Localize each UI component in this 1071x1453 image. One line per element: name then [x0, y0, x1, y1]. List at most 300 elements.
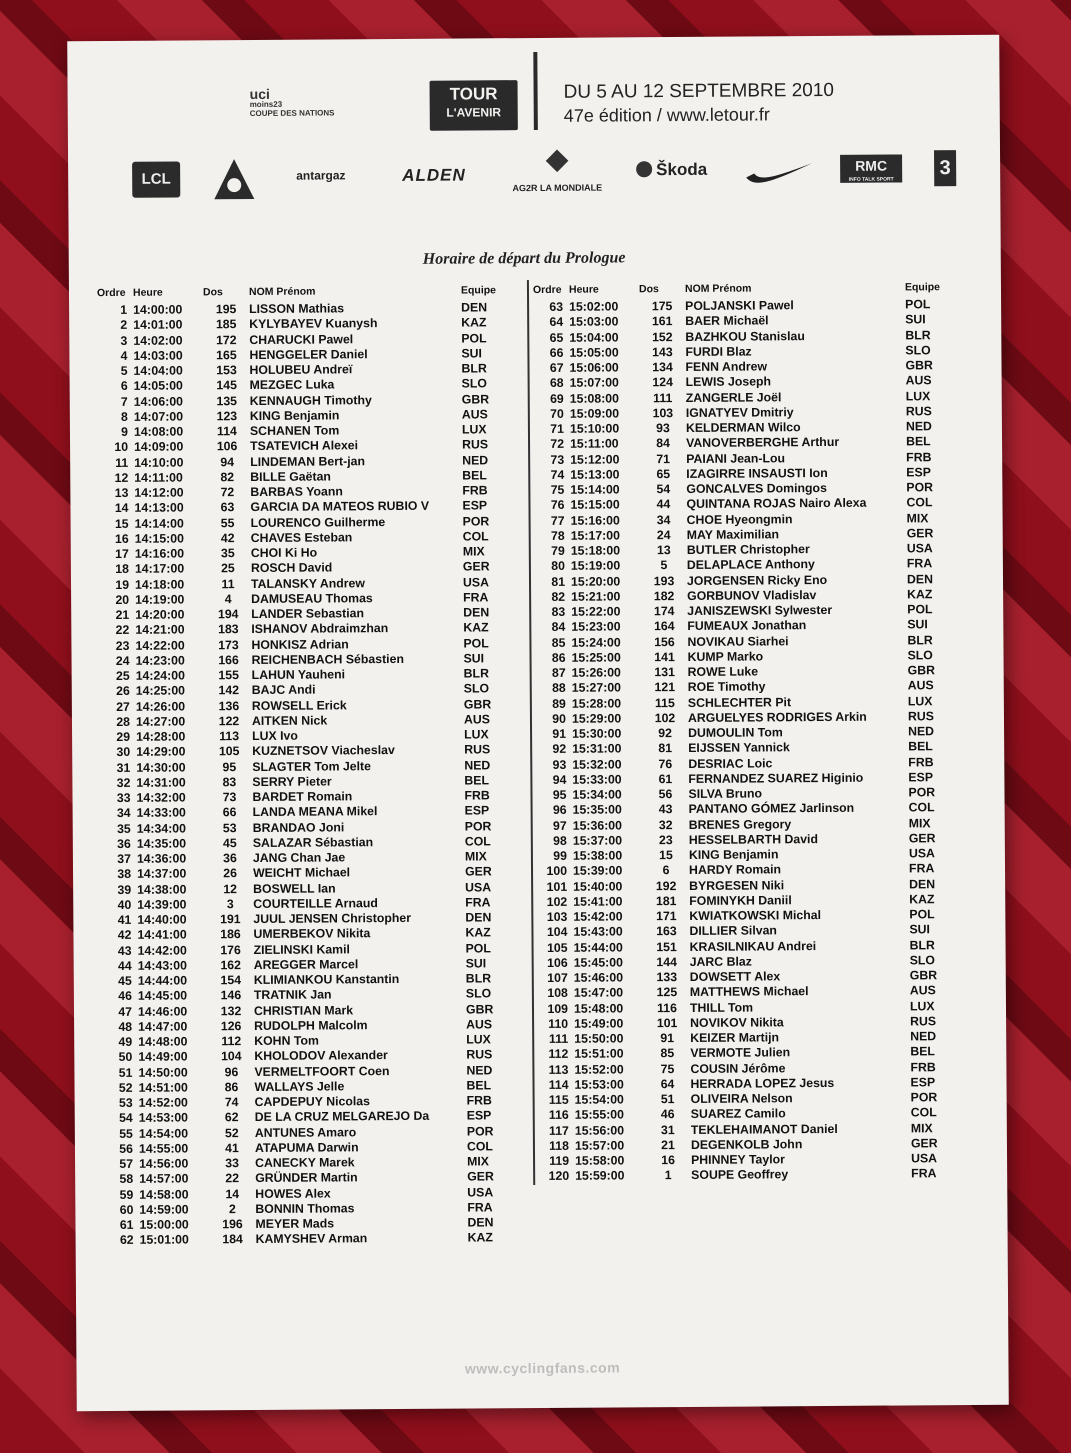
rider-name: VANOVERBERGHE Arthur [686, 435, 840, 451]
rider-ordre: 77 [550, 513, 565, 528]
rider-dos: 12 [223, 881, 238, 896]
rider-dos: 132 [220, 1003, 242, 1018]
rider-heure: 14:23:00 [135, 653, 185, 668]
rider-team: POR [462, 513, 490, 529]
rider-ordre: 108 [547, 986, 568, 1001]
rider-name: REICHENBACH Sébastien [251, 651, 404, 667]
rider-name: KENNAUGH Timothy [249, 392, 372, 408]
rider-name: ANTUNES Amaro [254, 1124, 357, 1140]
rider-name: FENN Andrew [685, 359, 768, 374]
rider-name: ROWE Luke [687, 664, 759, 679]
rider-heure: 14:39:00 [137, 897, 187, 912]
rider-name: DESRIAC Loic [688, 755, 773, 771]
rider-name: KYLYBAYEV Kuanysh [249, 316, 378, 332]
rider-name: SILVA Bruno [688, 786, 763, 801]
rider-ordre: 98 [553, 833, 567, 848]
rider-dos: 66 [222, 805, 237, 820]
rider-ordre: 13 [114, 485, 129, 500]
rider-dos: 125 [656, 985, 678, 1000]
rider-name: OLIVEIRA Nelson [690, 1091, 793, 1106]
rider-name: BUTLER Christopher [686, 542, 810, 557]
rider-ordre: 55 [119, 1126, 133, 1141]
rider-name: LEWIS Joseph [685, 374, 772, 390]
rider-team: DEN [467, 1215, 494, 1230]
rider-team: GER [467, 1169, 494, 1184]
rider-team: SUI [463, 651, 485, 666]
rider-team: USA [462, 574, 490, 590]
rider-name: DILLIER Silvan [689, 923, 777, 939]
rider-heure: 15:37:00 [572, 833, 623, 848]
rider-name: HOWES Alex [255, 1185, 331, 1201]
rider-dos: 92 [658, 726, 672, 741]
rider-heure: 15:26:00 [571, 665, 621, 680]
rider-dos: 44 [656, 497, 671, 512]
rider-dos: 121 [654, 680, 676, 695]
rider-heure: 15:07:00 [569, 375, 619, 391]
rider-dos: 82 [220, 469, 235, 484]
rider-team: KAZ [463, 620, 489, 635]
rider-name: BOSWELL Ian [253, 880, 336, 896]
rider-heure: 14:22:00 [135, 637, 185, 653]
rider-name: FUMEAUX Jonathan [687, 618, 807, 634]
rider-ordre: 116 [548, 1108, 569, 1123]
rider-name: BRENES Gregory [688, 816, 792, 832]
rider-dos: 195 [215, 302, 237, 317]
rider-ordre: 34 [116, 806, 131, 821]
rider-ordre: 11 [115, 455, 129, 470]
rider-dos: 196 [222, 1217, 243, 1232]
rider-heure: 15:52:00 [574, 1061, 624, 1077]
rider-name: HESSELBARTH David [688, 831, 819, 847]
rider-ordre: 41 [117, 912, 132, 927]
rider-name: ARGUELYES RODRIGES Arkin [687, 709, 867, 725]
rider-dos: 115 [654, 695, 675, 710]
rider-team: POL [461, 330, 487, 346]
rider-team: SLO [465, 986, 492, 1001]
rider-ordre: 28 [116, 714, 131, 729]
rider-name: POLJANSKI Pawel [685, 298, 794, 313]
rider-heure: 14:54:00 [138, 1125, 189, 1141]
rider-team: ESP [908, 769, 934, 785]
rider-team: FRB [464, 788, 490, 803]
rider-name: THILL Tom [689, 1000, 754, 1015]
rider-name: DUMOULIN Tom [688, 725, 783, 740]
rider-heure: 14:48:00 [138, 1034, 188, 1049]
rider-dos: 2 [228, 1201, 236, 1216]
rider-team: GER [462, 559, 490, 574]
rider-dos: 86 [224, 1079, 239, 1094]
watermark: www.cyclingfans.com [464, 1359, 621, 1377]
rider-dos: 106 [216, 439, 238, 454]
rider-team: SUI [465, 956, 487, 971]
rider-ordre: 18 [115, 562, 129, 577]
rider-ordre: 76 [550, 498, 565, 513]
rider-team: COL [910, 1105, 937, 1120]
rider-dos: 96 [224, 1064, 239, 1079]
uci-mark: uci [249, 85, 270, 102]
rider-team: MIX [910, 1120, 933, 1135]
rider-team: GBR [461, 391, 490, 407]
rider-team: FRB [462, 483, 488, 498]
rider-dos: 186 [220, 927, 241, 942]
rider-team: BEL [466, 1078, 492, 1093]
rider-team: POL [907, 602, 933, 617]
rider-team: FRB [906, 449, 932, 464]
rider-heure: 14:01:00 [133, 317, 183, 333]
rider-dos: 105 [218, 744, 240, 759]
rider-heure: 14:14:00 [134, 515, 184, 531]
rider-ordre: 71 [550, 421, 564, 436]
rider-dos: 4 [224, 591, 232, 606]
rider-team: FRA [908, 861, 935, 876]
rider-name: SCHLECHTER Pit [687, 694, 792, 710]
rider-heure: 14:42:00 [137, 942, 187, 958]
rider-name: JUUL JENSEN Christopher [253, 910, 412, 926]
rider-ordre: 60 [119, 1202, 134, 1217]
rider-dos: 122 [218, 713, 240, 728]
rider-team: ESP [464, 803, 490, 818]
rider-heure: 15:44:00 [573, 939, 623, 955]
rider-name: LUX Ivo [252, 728, 298, 743]
rider-name: VERMOTE Julien [690, 1045, 791, 1061]
uci-sub1: moins23 [249, 99, 283, 109]
rider-team: SUI [907, 617, 928, 632]
rider-ordre: 62 [119, 1233, 134, 1248]
rider-dos: 91 [660, 1031, 675, 1046]
rider-name: KAMYSHEV Arman [255, 1231, 368, 1247]
rider-dos: 191 [220, 912, 241, 927]
rider-team: FRA [467, 1200, 493, 1215]
rider-dos: 173 [218, 637, 239, 652]
rider-dos: 45 [222, 835, 237, 850]
rider-name: CHAVES Esteban [250, 530, 353, 545]
rider-name: ZIELINSKI Kamil [253, 941, 350, 957]
rider-ordre: 45 [118, 973, 132, 988]
rider-heure: 15:24:00 [571, 634, 621, 650]
rider-heure: 15:25:00 [571, 650, 621, 665]
rider-heure: 14:37:00 [136, 866, 187, 882]
rider-heure: 15:32:00 [572, 756, 622, 772]
rider-team: NED [462, 452, 489, 468]
rider-dos: 34 [656, 512, 671, 527]
rider-heure: 15:39:00 [572, 863, 623, 879]
rider-team: BLR [909, 937, 935, 952]
rider-team: FRB [908, 754, 934, 769]
rider-team: MIX [906, 510, 929, 525]
rider-name: SUAREZ Camilo [690, 1106, 786, 1122]
rider-dos: 22 [225, 1171, 240, 1186]
rider-dos: 71 [656, 451, 671, 466]
rider-ordre: 20 [115, 592, 130, 607]
rider-name: JANISZEWSKI Sylwester [687, 602, 833, 618]
rider-team: FRB [466, 1093, 492, 1108]
rider-name: GARCIA DA MATEOS RUBIO V [250, 499, 430, 515]
rider-team: RUS [907, 708, 934, 724]
rider-ordre: 91 [552, 726, 567, 741]
rider-ordre: 24 [115, 653, 130, 668]
rider-heure: 14:28:00 [136, 729, 186, 744]
rider-heure: 14:18:00 [134, 576, 185, 592]
rider-heure: 15:03:00 [569, 314, 619, 330]
rider-ordre: 100 [546, 864, 568, 879]
rider-dos: 95 [222, 759, 237, 774]
rider-dos: 41 [225, 1140, 239, 1155]
rider-ordre: 69 [549, 391, 564, 406]
rider-team: USA [910, 1151, 938, 1166]
rider-ordre: 101 [546, 879, 568, 894]
rider-dos: 116 [657, 1000, 677, 1015]
rider-heure: 15:41:00 [573, 894, 623, 909]
rider-dos: 175 [651, 299, 673, 314]
rider-name: BYRGESEN Niki [689, 877, 785, 893]
rider-dos: 135 [216, 393, 238, 408]
rider-ordre: 27 [116, 699, 130, 714]
rider-dos: 32 [658, 817, 673, 832]
rider-heure: 15:19:00 [570, 558, 621, 574]
france-3-logo: 3 [934, 150, 956, 186]
rider-ordre: 70 [550, 406, 564, 421]
rider-dos: 84 [656, 436, 670, 451]
rider-name: GORBUNOV Vladislav [687, 587, 817, 603]
rider-ordre: 63 [549, 299, 564, 314]
rider-heure: 14:26:00 [135, 698, 186, 714]
rider-heure: 15:08:00 [569, 390, 620, 406]
rider-ordre: 113 [548, 1062, 569, 1077]
rider-heure: 15:04:00 [569, 329, 619, 345]
rider-ordre: 72 [550, 437, 565, 452]
rider-ordre: 49 [118, 1034, 133, 1049]
rider-name: RUDOLPH Malcolm [254, 1017, 368, 1033]
rider-team: RUS [910, 1013, 937, 1029]
rider-ordre: 106 [547, 955, 568, 970]
rider-name: KING Benjamin [249, 408, 340, 423]
rider-ordre: 31 [116, 760, 131, 775]
header-divider [533, 52, 538, 130]
rider-heure: 14:55:00 [138, 1141, 189, 1156]
rider-team: USA [467, 1184, 494, 1200]
rider-heure: 14:24:00 [135, 668, 185, 683]
rider-name: KUMP Marko [687, 649, 764, 664]
rider-heure: 14:30:00 [136, 759, 186, 775]
rider-name: LINDEMAN Bert-jan [250, 453, 365, 469]
rider-dos: 102 [654, 710, 676, 725]
rider-dos: 104 [221, 1049, 242, 1064]
rider-name: SCHANEN Tom [249, 423, 340, 439]
rider-heure: 14:13:00 [134, 500, 184, 516]
rmc-logo [840, 154, 902, 182]
rider-ordre: 51 [118, 1065, 133, 1080]
rider-ordre: 36 [117, 836, 131, 851]
rider-ordre: 4 [120, 348, 128, 363]
rider-ordre: 79 [551, 543, 565, 558]
rider-ordre: 58 [119, 1172, 134, 1187]
rider-team: GBR [905, 358, 933, 373]
rider-team: USA [465, 879, 492, 895]
rider-heure: 15:49:00 [574, 1016, 624, 1031]
rider-heure: 14:43:00 [137, 958, 187, 973]
rider-ordre: 94 [552, 772, 567, 787]
rider-team: POR [464, 818, 492, 834]
rider-team: BLR [465, 971, 492, 986]
rider-dos: 93 [656, 421, 670, 436]
rider-name: GRÜNDER Martin [255, 1170, 358, 1186]
rider-dos: 75 [660, 1061, 675, 1076]
rider-heure: 15:57:00 [574, 1138, 625, 1153]
rider-name: NOVIKAU Siarhei [687, 633, 789, 649]
rider-dos: 166 [218, 652, 239, 667]
rider-heure: 15:31:00 [572, 741, 622, 757]
nike-swoosh-icon [744, 157, 814, 187]
rider-heure: 14:44:00 [137, 973, 188, 988]
rider-team: LUX [461, 422, 487, 437]
rider-team: MIX [464, 849, 487, 864]
rider-name: BARDET Romain [252, 789, 353, 804]
rider-name: AREGGER Marcel [253, 957, 359, 972]
rider-ordre: 61 [119, 1217, 134, 1232]
document-header [67, 35, 1000, 252]
rider-name: CHRISTIAN Mark [253, 1002, 354, 1018]
rider-heure: 15:22:00 [571, 604, 621, 619]
rider-dos: 181 [655, 893, 677, 908]
rider-name: CHOE Hyeongmin [686, 511, 793, 527]
rider-heure: 14:29:00 [136, 744, 186, 760]
rider-team: FRB [910, 1059, 936, 1074]
rider-team: AUS [909, 983, 936, 998]
rider-heure: 14:35:00 [136, 836, 187, 851]
rider-name: DOWSETT Alex [689, 969, 781, 984]
rider-dos: 131 [654, 665, 675, 680]
rider-team: COL [908, 800, 935, 815]
rider-heure: 14:00:00 [133, 302, 183, 317]
rider-team: POR [466, 1123, 494, 1139]
rider-heure: 14:12:00 [134, 485, 184, 500]
rider-dos: 1 [664, 1168, 672, 1183]
rider-dos: 11 [221, 576, 235, 591]
rider-dos: 85 [660, 1046, 675, 1061]
rider-dos: 182 [653, 588, 675, 603]
rider-name: CANECKY Marek [255, 1155, 355, 1170]
rider-ordre: 26 [116, 684, 130, 699]
rider-name: AITKEN Nick [251, 713, 328, 728]
rider-ordre: 7 [120, 394, 128, 409]
rider-ordre: 23 [115, 638, 130, 653]
rider-team: SLO [905, 342, 931, 358]
rider-heure: 14:46:00 [137, 1003, 188, 1019]
rider-team: COL [464, 834, 491, 849]
rider-heure: 15:51:00 [574, 1046, 624, 1062]
rider-heure: 14:36:00 [136, 851, 187, 866]
lcl-logo: LCL [132, 161, 180, 197]
rider-ordre: 19 [115, 577, 130, 592]
rider-team: BEL [905, 434, 931, 449]
rider-dos: 152 [651, 329, 673, 344]
rider-heure: 14:49:00 [138, 1049, 188, 1065]
rider-team: POL [909, 907, 935, 922]
rider-heure: 15:11:00 [570, 436, 619, 452]
rider-ordre: 75 [550, 482, 565, 497]
header-heure: Heure [568, 283, 599, 296]
rider-dos: 136 [218, 698, 240, 713]
rider-ordre: 46 [118, 989, 132, 1004]
rider-team: LUX [909, 998, 935, 1013]
rider-name: HOLUBEU Andreï [249, 362, 353, 378]
rider-dos: 185 [215, 317, 237, 332]
rows-right [533, 297, 979, 1185]
rider-name: BAJC Andi [251, 682, 316, 698]
rider-name: BILLE Gaëtan [250, 469, 331, 484]
rider-dos: 65 [656, 466, 671, 481]
rider-name: JORGENSEN Ricky Eno [686, 572, 828, 588]
rider-name: BARBAS Yoann [250, 484, 343, 500]
rider-dos: 103 [652, 405, 674, 420]
rider-name: HENGGELER Daniel [249, 346, 368, 362]
rider-dos: 143 [652, 344, 673, 359]
rider-dos: 63 [220, 500, 235, 515]
skoda-logo [636, 160, 707, 180]
rider-dos: 61 [658, 771, 673, 786]
rider-name: BAZHKOU Stanislau [685, 328, 805, 344]
rider-name: SALAZAR Sébastian [252, 834, 374, 850]
rider-dos: 76 [658, 756, 673, 771]
rider-team: AUS [463, 712, 490, 727]
rider-name: SLAGTER Tom Jelte [252, 758, 372, 774]
rider-team: BEL [908, 739, 933, 754]
rider-team: SLO [909, 952, 935, 968]
rider-ordre: 33 [116, 790, 131, 805]
start-list-column-right [527, 277, 979, 1185]
rider-ordre: 29 [116, 729, 131, 744]
rider-dos: 176 [220, 942, 241, 957]
rider-name: LAHUN Yauheni [251, 667, 346, 682]
header-nom: NOM Prénom [248, 285, 316, 299]
rider-dos: 25 [221, 561, 235, 576]
rider-dos: 133 [656, 970, 678, 985]
rider-heure: 14:05:00 [133, 378, 183, 394]
rider-dos: 14 [225, 1186, 240, 1201]
rider-team: AUS [466, 1017, 493, 1032]
rider-dos: 73 [222, 790, 237, 805]
rider-heure: 14:15:00 [134, 531, 184, 546]
rider-name: BONNIN Thomas [255, 1201, 355, 1216]
ag2r-logo [502, 152, 612, 193]
rider-team: BEL [462, 468, 487, 483]
rider-dos: 16 [661, 1153, 675, 1168]
rider-name: KRASILNIKAU Andrei [689, 938, 817, 954]
rider-name: FURDI Blaz [685, 344, 752, 359]
rider-team: POR [906, 480, 934, 495]
rider-name: ROWSELL Erick [251, 697, 347, 713]
rider-ordre: 43 [117, 943, 132, 958]
rider-ordre: 10 [114, 440, 129, 455]
rider-heure: 15:58:00 [575, 1153, 625, 1168]
rider-heure: 15:16:00 [570, 512, 620, 528]
rider-name: JANG Chan Jae [252, 850, 346, 865]
rider-dos: 52 [224, 1125, 239, 1140]
rider-dos: 174 [653, 604, 675, 619]
rider-dos: 165 [216, 347, 237, 362]
rider-dos: 161 [651, 314, 673, 329]
rider-ordre: 102 [546, 894, 568, 909]
rider-ordre: 5 [120, 363, 128, 378]
rider-dos: 124 [652, 375, 673, 390]
rider-dos: 146 [220, 988, 242, 1003]
rider-dos: 153 [216, 363, 237, 378]
rider-dos: 46 [660, 1107, 675, 1122]
rider-name: FOMINYKH Daniil [689, 892, 792, 908]
rider-dos: 171 [656, 909, 677, 924]
rider-dos: 5 [660, 558, 668, 573]
rider-heure: 14:58:00 [139, 1186, 189, 1202]
